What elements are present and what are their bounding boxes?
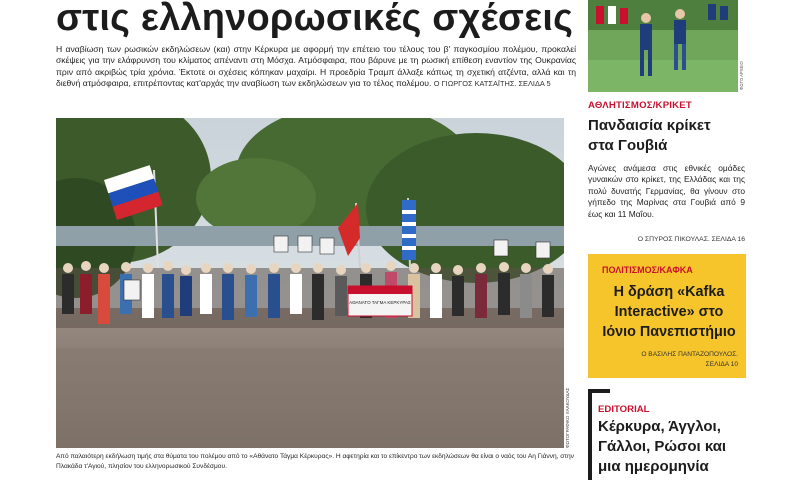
editorial-section-label: EDITORIAL [598, 404, 650, 415]
culture-byline-page: ΣΕΛΙΔΑ 10 [705, 360, 738, 368]
culture-byline [592, 350, 738, 369]
editorial-title: Κέρκυρα, Άγγλοι, Γάλλοι, Ρώσοι και μια ημερομηνία [598, 418, 727, 475]
main-photo-caption: Από παλαιότερη εκδήλωση τιμής στα θύματα του πολέμου από το «Αθάνατο Τάγμα Κέρκυρας». Η αφετηρία και το επίκεντρο των εκδηλώσεων θα είναι ο ναός του Αη Γιάννη, στην Πλακάδα τ'Αγιού, πλησίον του ελληνορωσικού Συνδέσμου. [56, 453, 574, 470]
editorial-bracket-top [588, 389, 610, 393]
culture-byline-name: Ο ΒΑΣΙΛΗΣ ΠΑΝΤΑΖΟΠΟΥΛΟΣ. [641, 351, 738, 358]
cricket-byline: Ο ΣΠΥΡΟΣ ΠΙΚΟΥΛΑΣ. ΣΕΛΙΔΑ 16 [637, 236, 745, 243]
main-photo-credit: ΦΩΤΟΓΡΑΦΙΚΟ ΧΑΛΚΟΥΔΑΣ [565, 387, 570, 448]
culture-section-label: ΠΟΛΙΤΙΣΜΟΣ/ΚΑΦΚΑ [602, 265, 693, 275]
main-lead [56, 44, 576, 90]
cricket-body: Αγώνες ανάμεσα στις εθνικές ομάδες γυναικών στο κρίκετ, της Ελλάδας και της πολύ δυνατής Γερμανίας, θα γίνουν στο γήπεδο της Μαρίνας στα Γουβιά από 9 έως και 11 Μαΐου. [588, 163, 745, 219]
cricket-section-label: ΑΘΛΗΤΙΣΜΟΣ/ΚΡΙΚΕΤ [588, 100, 692, 111]
main-photo [56, 118, 564, 448]
cricket-photo-credit: ΦΩΤΟ ΑΡΧΕΙΟ [739, 61, 744, 90]
main-lead-text: Η αναβίωση των ρωσικών εκδηλώσεων (και) στην Κέρκυρα με αφορμή την επέτειο του τέλους του β' παγκοσμίου πολέμου, προκαλεί σκέψεις για την ελάφρυνση του κλίματος απέναντι στη Μόσχα. Ατμόσφαιρα, που βάρυνε με τη ρωσική επίθεση εναντίον της Ουκρανίας πριν από ακριβώς τρία χρόνια. Έκτοτε οι σχέσεις κόπηκαν μαχαίρι. Η προεδρία Τραμπ άλλαξε κάπως τη σχετική ατζέντα, αλλά και τη διεθνή ατμόσφαιρα, επιτρέποντας κατ'αρχάς την αναβίωση των εκδηλώσεων για το τέλος πολέμου. [56, 44, 576, 89]
main-byline: Ο ΓΙΩΡΓΟΣ ΚΑΤΣΑΪΤΗΣ. ΣΕΛΙΔΑ 5 [433, 79, 551, 89]
cricket-photo [588, 0, 738, 92]
banner-text: ΑΘΑΝΑΤΟ ΤΑΓΜΑ ΚΕΡΚΥΡΑΣ [349, 300, 411, 305]
cricket-title: Πανδαισία κρίκετ στα Γουβιά [588, 117, 711, 154]
editorial-bracket [588, 389, 592, 480]
main-headline: στις ελληνορωσικές σχέσεις [56, 0, 574, 39]
culture-title: Η δράση «Kafka Interactive» στο Ιόνιο Πανεπιστήμιο [602, 284, 736, 340]
culture-box [588, 254, 746, 378]
